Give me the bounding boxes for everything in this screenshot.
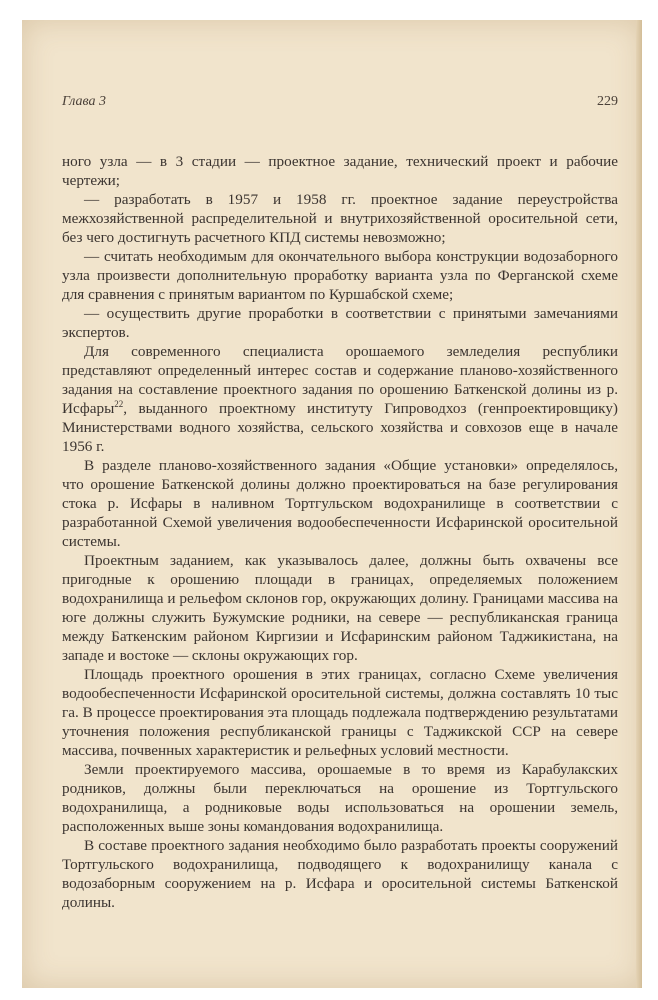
page-edge xyxy=(636,20,642,988)
page-number: 229 xyxy=(597,94,618,109)
running-header xyxy=(62,94,618,114)
paragraph-text: , выданного проектному институту Гипроводхоз (генпроектировщику) Министерствами водного хозяйства, сельского хозяйства и совхозов еще в начале 1956 г. xyxy=(62,400,618,455)
paragraph: — считать необходимым для окончательного выбора конструкции водозаборного узла произвести дополнительную проработку варианта узла по Ферганской схеме для сравнения с принятым вариантом по Куршабской схеме; xyxy=(62,248,618,303)
paragraph: В составе проектного задания необходимо было разработать проекты сооружений Тортгульского водохранилища, подводящего к водохранилищу канала с водозаборным сооружением на р. Исфара и оросительной системы Баткенской долины. xyxy=(62,837,618,911)
paragraph: — разработать в 1957 и 1958 гг. проектное задание переустройства межхозяйственной распределительной и внутрихозяйственной оросительной сети, без чего достигнуть расчетного КПД системы невозможно; xyxy=(62,191,618,246)
paragraph: Площадь проектного орошения в этих границах, согласно Схеме увеличения водообеспеченности Исфаринской оросительной системы, должна составлять 10 тыс га. В процессе проектирования эта площадь подлежала подтверждению результатами уточнения положения республиканской границы с Таджикской ССР на севере массива, почвенных характеристик и рельефных условий местности. xyxy=(62,666,618,759)
chapter-title: Глава 3 xyxy=(62,94,106,109)
book-page xyxy=(22,20,642,988)
paragraph: Проектным заданием, как указывалось далее, должны быть охвачены все пригодные к орошению площади в границах, определяемых положением водохранилища и рельефом склонов гор, окружающих долину. Границами массива на юге должны служить Бужумские родники, на севере — республиканская граница между Баткенским районом Киргизии и Исфаринским районом Таджикистана, на западе и востоке — склоны окружающих гор. xyxy=(62,552,618,664)
paragraph: Земли проектируемого массива, орошаемые в то время из Карабулакских родников, должны были переключаться на орошение из Тортгульского водохранилища, а родниковые воды использоваться на орошении земель, расположенных выше зоны командования водохранилища. xyxy=(62,761,618,835)
footnote-marker: 22 xyxy=(114,398,124,409)
paragraph: — осуществить другие проработки в соответствии с принятыми замечаниями экспертов. xyxy=(62,305,618,341)
paragraph xyxy=(62,342,618,456)
paragraph: В разделе планово-хозяйственного задания «Общие установки» определялось, что орошение Баткенской долины должно проектироваться на базе регулирования стока р. Исфары в наливном Тортгульском водохранилище в соответствии с разработанной Схемой увеличения водообеспеченности Исфаринской оросительной системы. xyxy=(62,457,618,550)
paragraph: ного узла — в 3 стадии — проектное задание, технический проект и рабочие чертежи; xyxy=(62,153,618,189)
body-text xyxy=(62,152,618,912)
paragraph-text: Для современного специалиста орошаемого земледелия республики представляют определенный интерес состав и содержание планово-хозяйственного задания на составление проектного задания по орошению Баткенской долины из р. Исфары xyxy=(62,343,618,417)
